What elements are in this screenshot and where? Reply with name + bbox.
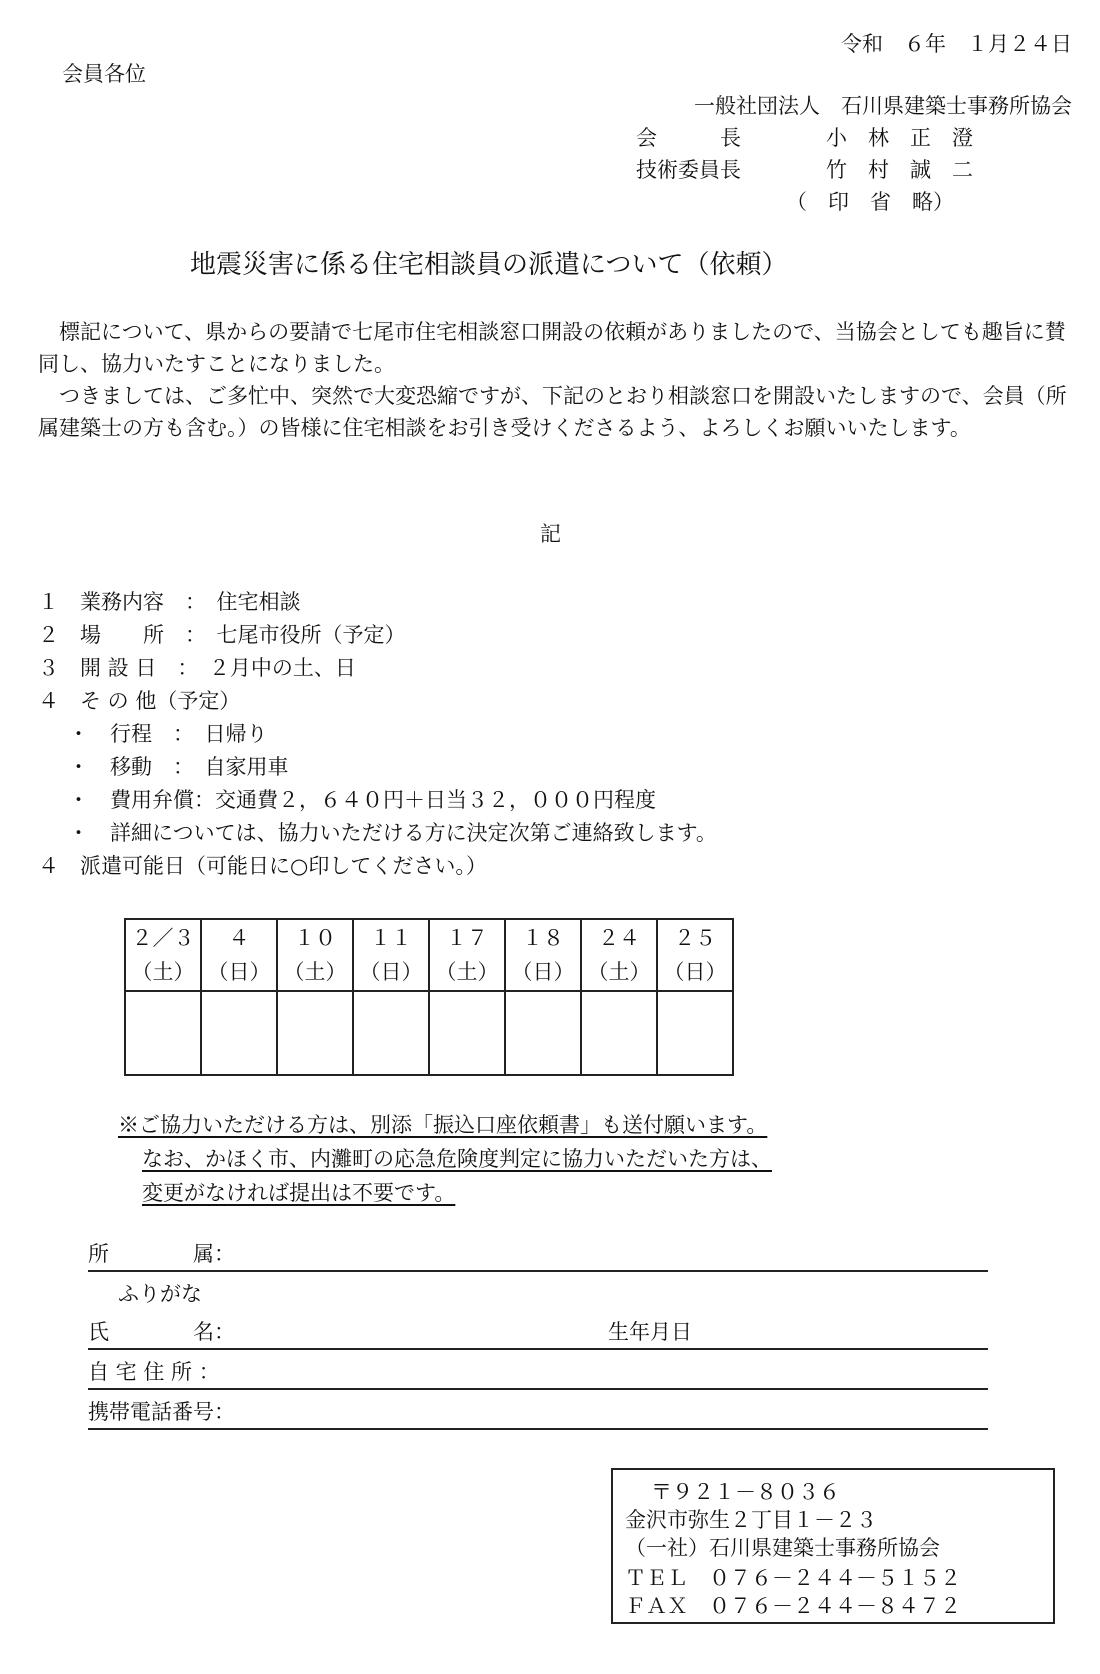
bullet-itinerary: ・ 行程 ： 日帰り	[68, 722, 268, 746]
date-label: １８	[522, 926, 564, 950]
availability-mark-row	[125, 991, 733, 1075]
date-label: ２／３	[131, 926, 195, 950]
president-name: 小 林 正 澄	[826, 126, 973, 150]
item-other: ４ そ の 他（予定）	[38, 689, 241, 713]
birthdate-label: 生年月日	[608, 1320, 692, 1344]
name-label: 氏 名：	[88, 1320, 235, 1344]
date-cell	[429, 919, 505, 991]
bullet-details: ・ 詳細については、協力いただける方に決定次第ご連絡致します。	[68, 821, 717, 845]
availability-cell[interactable]	[429, 991, 505, 1075]
weekday-label: （日）	[359, 960, 423, 984]
dates-header-row	[125, 919, 733, 991]
availability-cell[interactable]	[657, 991, 733, 1075]
committee-chair-title: 技術委員長	[636, 158, 741, 182]
name-field[interactable]	[88, 1316, 988, 1350]
weekday-label: （土）	[131, 960, 195, 984]
date-label: ２４	[598, 926, 640, 950]
date-label: １１	[370, 926, 412, 950]
contact-address: 金沢市弥生２丁目１－２３	[625, 1508, 877, 1532]
item-available-dates: ４ 派遣可能日（可能日に○印してください。）	[38, 854, 487, 878]
weekday-label: （土）	[587, 960, 651, 984]
note-line-3: 変更がなければ提出は不要です。	[142, 1181, 456, 1205]
recipient: 会員各位	[62, 62, 146, 86]
contact-organization: （一社）石川県建築士事務所協会	[625, 1536, 940, 1560]
availability-cell[interactable]	[201, 991, 277, 1075]
item-business: １ 業務内容 ： 住宅相談	[38, 590, 301, 614]
issue-date: 令和 ６年 １月２４日	[841, 32, 1072, 56]
body-paragraph-2: つきましては、ご多忙中、突然で大変恐縮ですが、下記のとおり相談窓口を開設いたしますので、会員（所属建築士の方も含む。）の皆様に住宅相談をお引き受けくださるよう、よろしくお願いいたします。	[38, 384, 1067, 440]
body-text	[38, 316, 1068, 444]
weekday-label: （土）	[283, 960, 347, 984]
date-cell	[581, 919, 657, 991]
dispatch-dates-table	[124, 918, 734, 1076]
bullet-compensation: ・ 費用弁償：交通費２，６４０円＋日当３２，０００円程度	[68, 788, 656, 812]
affiliation-label: 所 属：	[88, 1242, 235, 1266]
contact-box	[611, 1468, 1055, 1624]
ki-heading: 記	[540, 522, 561, 546]
availability-cell[interactable]	[353, 991, 429, 1075]
date-cell	[201, 919, 277, 991]
date-label: １０	[294, 926, 336, 950]
body-paragraph-1: 標記について、県からの要請で七尾市住宅相談窓口開設の依頼がありましたので、当協会としても趣旨に賛同し、協力いたすことになりました。	[38, 320, 1066, 376]
bullet-transport: ・ 移動 ： 自家用車	[68, 755, 289, 779]
date-cell	[353, 919, 429, 991]
weekday-label: （土）	[435, 960, 499, 984]
weekday-label: （日）	[663, 960, 727, 984]
home-address-field[interactable]	[88, 1356, 988, 1390]
contact-tel: ＴＥＬ ０７６－２４４－５１５２	[625, 1566, 961, 1590]
date-cell	[657, 919, 733, 991]
item-location: ２ 場 所 ： 七尾市役所（予定）	[38, 623, 406, 647]
sender-organization: 一般社団法人 石川県建築士事務所協会	[694, 94, 1072, 118]
note-line-2: なお、かほく市、内灘町の応急危険度判定に協力いただいた方は、	[142, 1147, 772, 1171]
item-open-days: ３ 開 設 日 ： ２月中の土、日	[38, 656, 356, 680]
note-line-1: ※ご協力いただける方は、別添「振込口座依頼書」も送付願います。	[118, 1113, 768, 1137]
date-cell	[277, 919, 353, 991]
submission-note	[118, 1108, 772, 1210]
availability-cell[interactable]	[125, 991, 201, 1075]
committee-chair-name: 竹 村 誠 二	[826, 158, 973, 182]
affiliation-field[interactable]	[88, 1238, 988, 1272]
postal-code: 〒９２１－８０３６	[651, 1480, 840, 1504]
mobile-phone-label: 携帯電話番号：	[88, 1400, 235, 1424]
home-address-label: 自 宅 住 所 ：	[88, 1360, 220, 1384]
date-label: ２５	[674, 926, 716, 950]
document-title: 地震災害に係る住宅相談員の派遣について（依頼）	[190, 250, 788, 280]
weekday-label: （日）	[511, 960, 575, 984]
date-label: １７	[446, 926, 488, 950]
date-cell	[505, 919, 581, 991]
contact-fax: ＦＡＸ ０７６－２４４－８４７２	[625, 1594, 961, 1618]
availability-cell[interactable]	[505, 991, 581, 1075]
availability-cell[interactable]	[277, 991, 353, 1075]
furigana-label: ふりがな	[118, 1282, 202, 1306]
seal-omitted: （ 印 省 略）	[786, 190, 954, 214]
president-title: 会 長	[636, 126, 741, 150]
date-cell	[125, 919, 201, 991]
availability-cell[interactable]	[581, 991, 657, 1075]
date-label: ４	[228, 926, 250, 950]
weekday-label: （日）	[207, 960, 271, 984]
mobile-phone-field[interactable]	[88, 1396, 988, 1430]
